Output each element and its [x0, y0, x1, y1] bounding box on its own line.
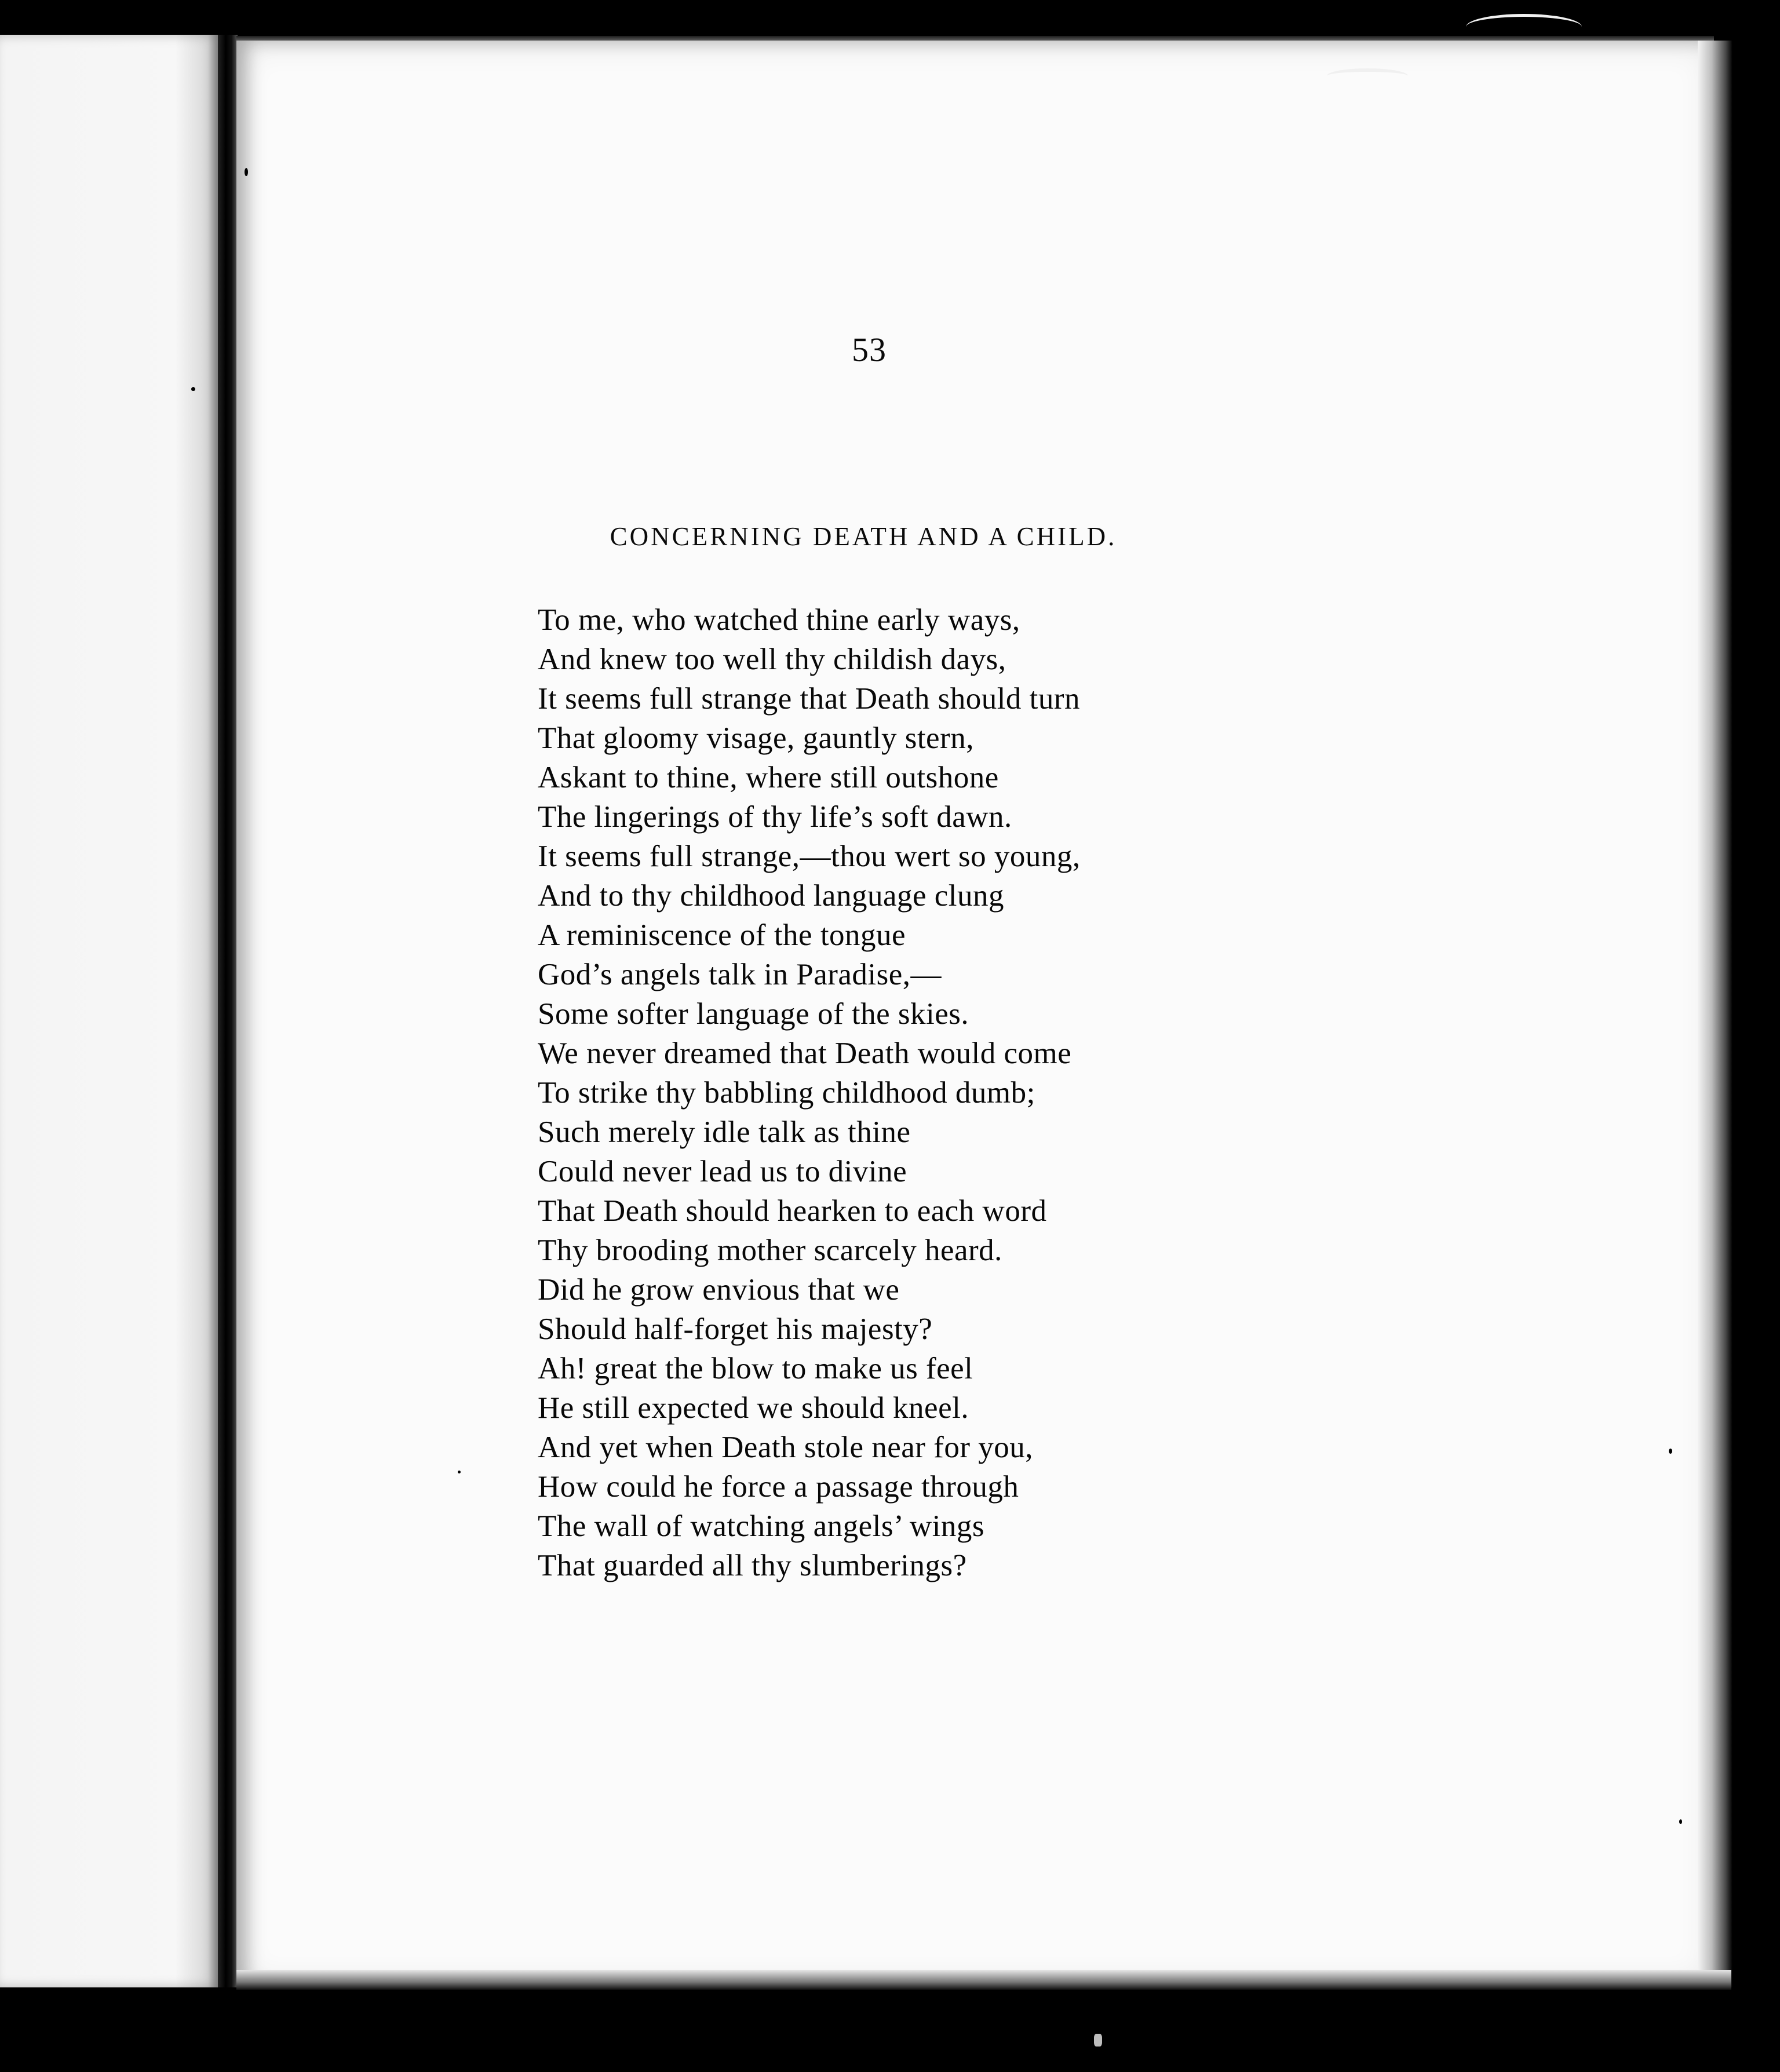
poem-line: Thy brooding mother scarcely heard.	[538, 1234, 1002, 1267]
poem-line: A reminiscence of the tongue	[538, 918, 906, 952]
poem-line: That Death should hearken to each word	[538, 1194, 1047, 1228]
scan-speck	[1669, 1449, 1672, 1454]
scan-speck	[191, 387, 195, 391]
poem-line: Askant to thine, where still outshone	[538, 761, 999, 794]
poem-line: Could never lead us to divine	[538, 1155, 907, 1188]
page-right-edge	[1698, 41, 1732, 1987]
poem-line: It seems full strange,—thou wert so young,	[538, 840, 1081, 873]
page-number: 53	[852, 331, 887, 369]
scan-speck	[458, 1471, 461, 1473]
poem-line: Ah! great the blow to make us feel	[538, 1352, 973, 1385]
poem-line: And to thy childhood language clung	[538, 879, 1004, 913]
poem-line: How could he force a passage through	[538, 1470, 1019, 1504]
poem-line: Such merely idle talk as thine	[538, 1115, 911, 1149]
poem-line: To me, who watched thine early ways,	[538, 603, 1020, 637]
poem-line: Should half-forget his majesty?	[538, 1312, 933, 1346]
scan-page-corner-mark	[1327, 68, 1408, 83]
page-bottom-edge	[236, 1970, 1731, 1990]
book-spine	[218, 35, 238, 1987]
scan-page-corner-mark	[1466, 14, 1582, 40]
poem-line: He still expected we should kneel.	[538, 1391, 969, 1425]
poem-line: The lingerings of thy life’s soft dawn.	[538, 800, 1012, 834]
poem-line: That guarded all thy slumberings?	[538, 1549, 967, 1582]
scan-speck	[1094, 2034, 1102, 2047]
poem-line: And yet when Death stole near for you,	[538, 1431, 1033, 1464]
scan-speck	[245, 168, 248, 176]
scan-speck	[1679, 1819, 1682, 1824]
poem-line: That gloomy visage, gauntly stern,	[538, 721, 974, 755]
poem-line: Some softer language of the skies.	[538, 997, 969, 1031]
poem-line: And knew too well thy childish days,	[538, 643, 1006, 676]
poem-line: Did he grow envious that we	[538, 1273, 900, 1307]
left-facing-page	[0, 35, 219, 1987]
poem-line: It seems full strange that Death should turn	[538, 682, 1081, 716]
poem-line: The wall of watching angels’ wings	[538, 1509, 985, 1543]
poem-line: God’s angels talk in Paradise,—	[538, 958, 942, 991]
poem-body	[538, 600, 1291, 1585]
poem-line: To strike thy babbling childhood dumb;	[538, 1076, 1035, 1110]
poem-line: We never dreamed that Death would come	[538, 1037, 1072, 1070]
poem-title: CONCERNING DEATH AND A CHILD.	[610, 522, 1117, 551]
